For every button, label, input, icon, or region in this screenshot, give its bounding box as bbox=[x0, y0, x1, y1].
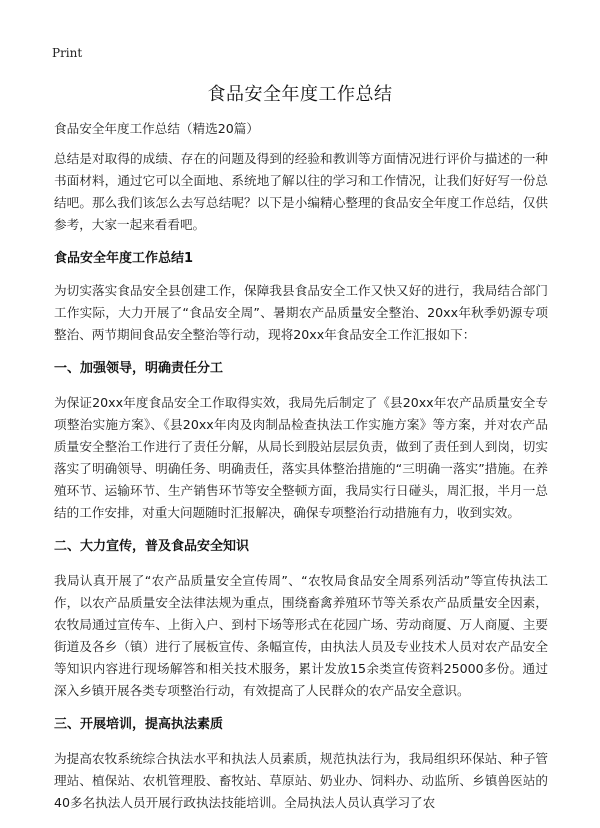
item-paragraph: 为切实落实食品安全县创建工作，保障我县食品安全工作又快又好的进行，我局结合部门工作实际，大力开展了“食品安全周”、暑期农产品质量安全整治、20xx年秋季奶源专项整治、两节期间食品安全整治等行动，现将20xx年食品安全工作汇报如下： bbox=[54, 283, 548, 342]
section-paragraph-leadership: 为保证20xx年度食品安全工作取得实效，我局先后制定了《县20xx年农产品质量安全专项整治实施方案》、《县20xx年肉及肉制品检查执法工作实施方案》等方案，并对农产品质量安全整治工作进行了责任分解，从局长到股站层层负责，做到了责任到人到岗，切实落实了明确领导、明确任务、明确责任，落实具体整治措施的“三明确一落实”措施。在养殖环节、运输环节、生产销售环节等安全整顿方面，我局实行日碰头，周汇报，半月一总结的工作安排，对重大问题随时汇报解决，确保专项整治行动措施有力，收到实效。 bbox=[54, 395, 548, 520]
section-paragraph-publicity: 我局认真开展了“农产品质量安全宣传周”、“农牧局食品安全周系列活动”等宣传执法工作，以农产品质量安全法律法规为重点，围绕畜禽养殖环节等关系农产品质量安全因素，农牧局通过宣传车、上街入户、到村下场等形式在花园广场、劳动商厦、万人商厦、主要街道及各乡（镇）进行了展板宣传、条幅宣传，由执法人员及专业技术人员对农产品安全等知识内容进行现场解答和相关技术服务，累计发放15余类宣传资料25000多份。通过深入乡镇开展各类专项整治行动，有效提高了人民群众的农产品安全意识。 bbox=[54, 573, 548, 698]
section-heading-leadership: 一、加强领导，明确责任分工 bbox=[54, 361, 224, 376]
intro-paragraph: 总结是对取得的成绩、存在的问题及得到的经验和教训等方面情况进行评价与描述的一种书面材料，通过它可以全面地、系统地了解以往的学习和工作情况，让我们好好写一份总结吧。那么我们该怎么去写总结呢？以下是小编精心整理的食品安全年度工作总结，仅供参考，大家一起来看看吧。 bbox=[54, 151, 548, 232]
section-paragraph-training: 为提高农牧系统综合执法水平和执法人员素质，规范执法行为，我局组织环保站、种子管理站、植保站、农机管理股、畜牧站、草原站、奶业办、饲料办、动监所、乡镇兽医站的40多名执法人员开展行政执法技能培训。全局执法人员认真学习了农 bbox=[54, 751, 548, 810]
document-subtitle: 食品安全年度工作总结（精选20篇） bbox=[54, 121, 259, 136]
document-body bbox=[54, 118, 548, 814]
item-heading: 食品安全年度工作总结1 bbox=[54, 251, 194, 266]
document-title: 食品安全年度工作总结 bbox=[207, 84, 393, 105]
print-link[interactable]: Print bbox=[52, 46, 83, 60]
section-heading-training: 三、开展培训，提高执法素质 bbox=[54, 717, 224, 732]
section-heading-publicity: 二、大力宣传，普及食品安全知识 bbox=[54, 539, 250, 554]
